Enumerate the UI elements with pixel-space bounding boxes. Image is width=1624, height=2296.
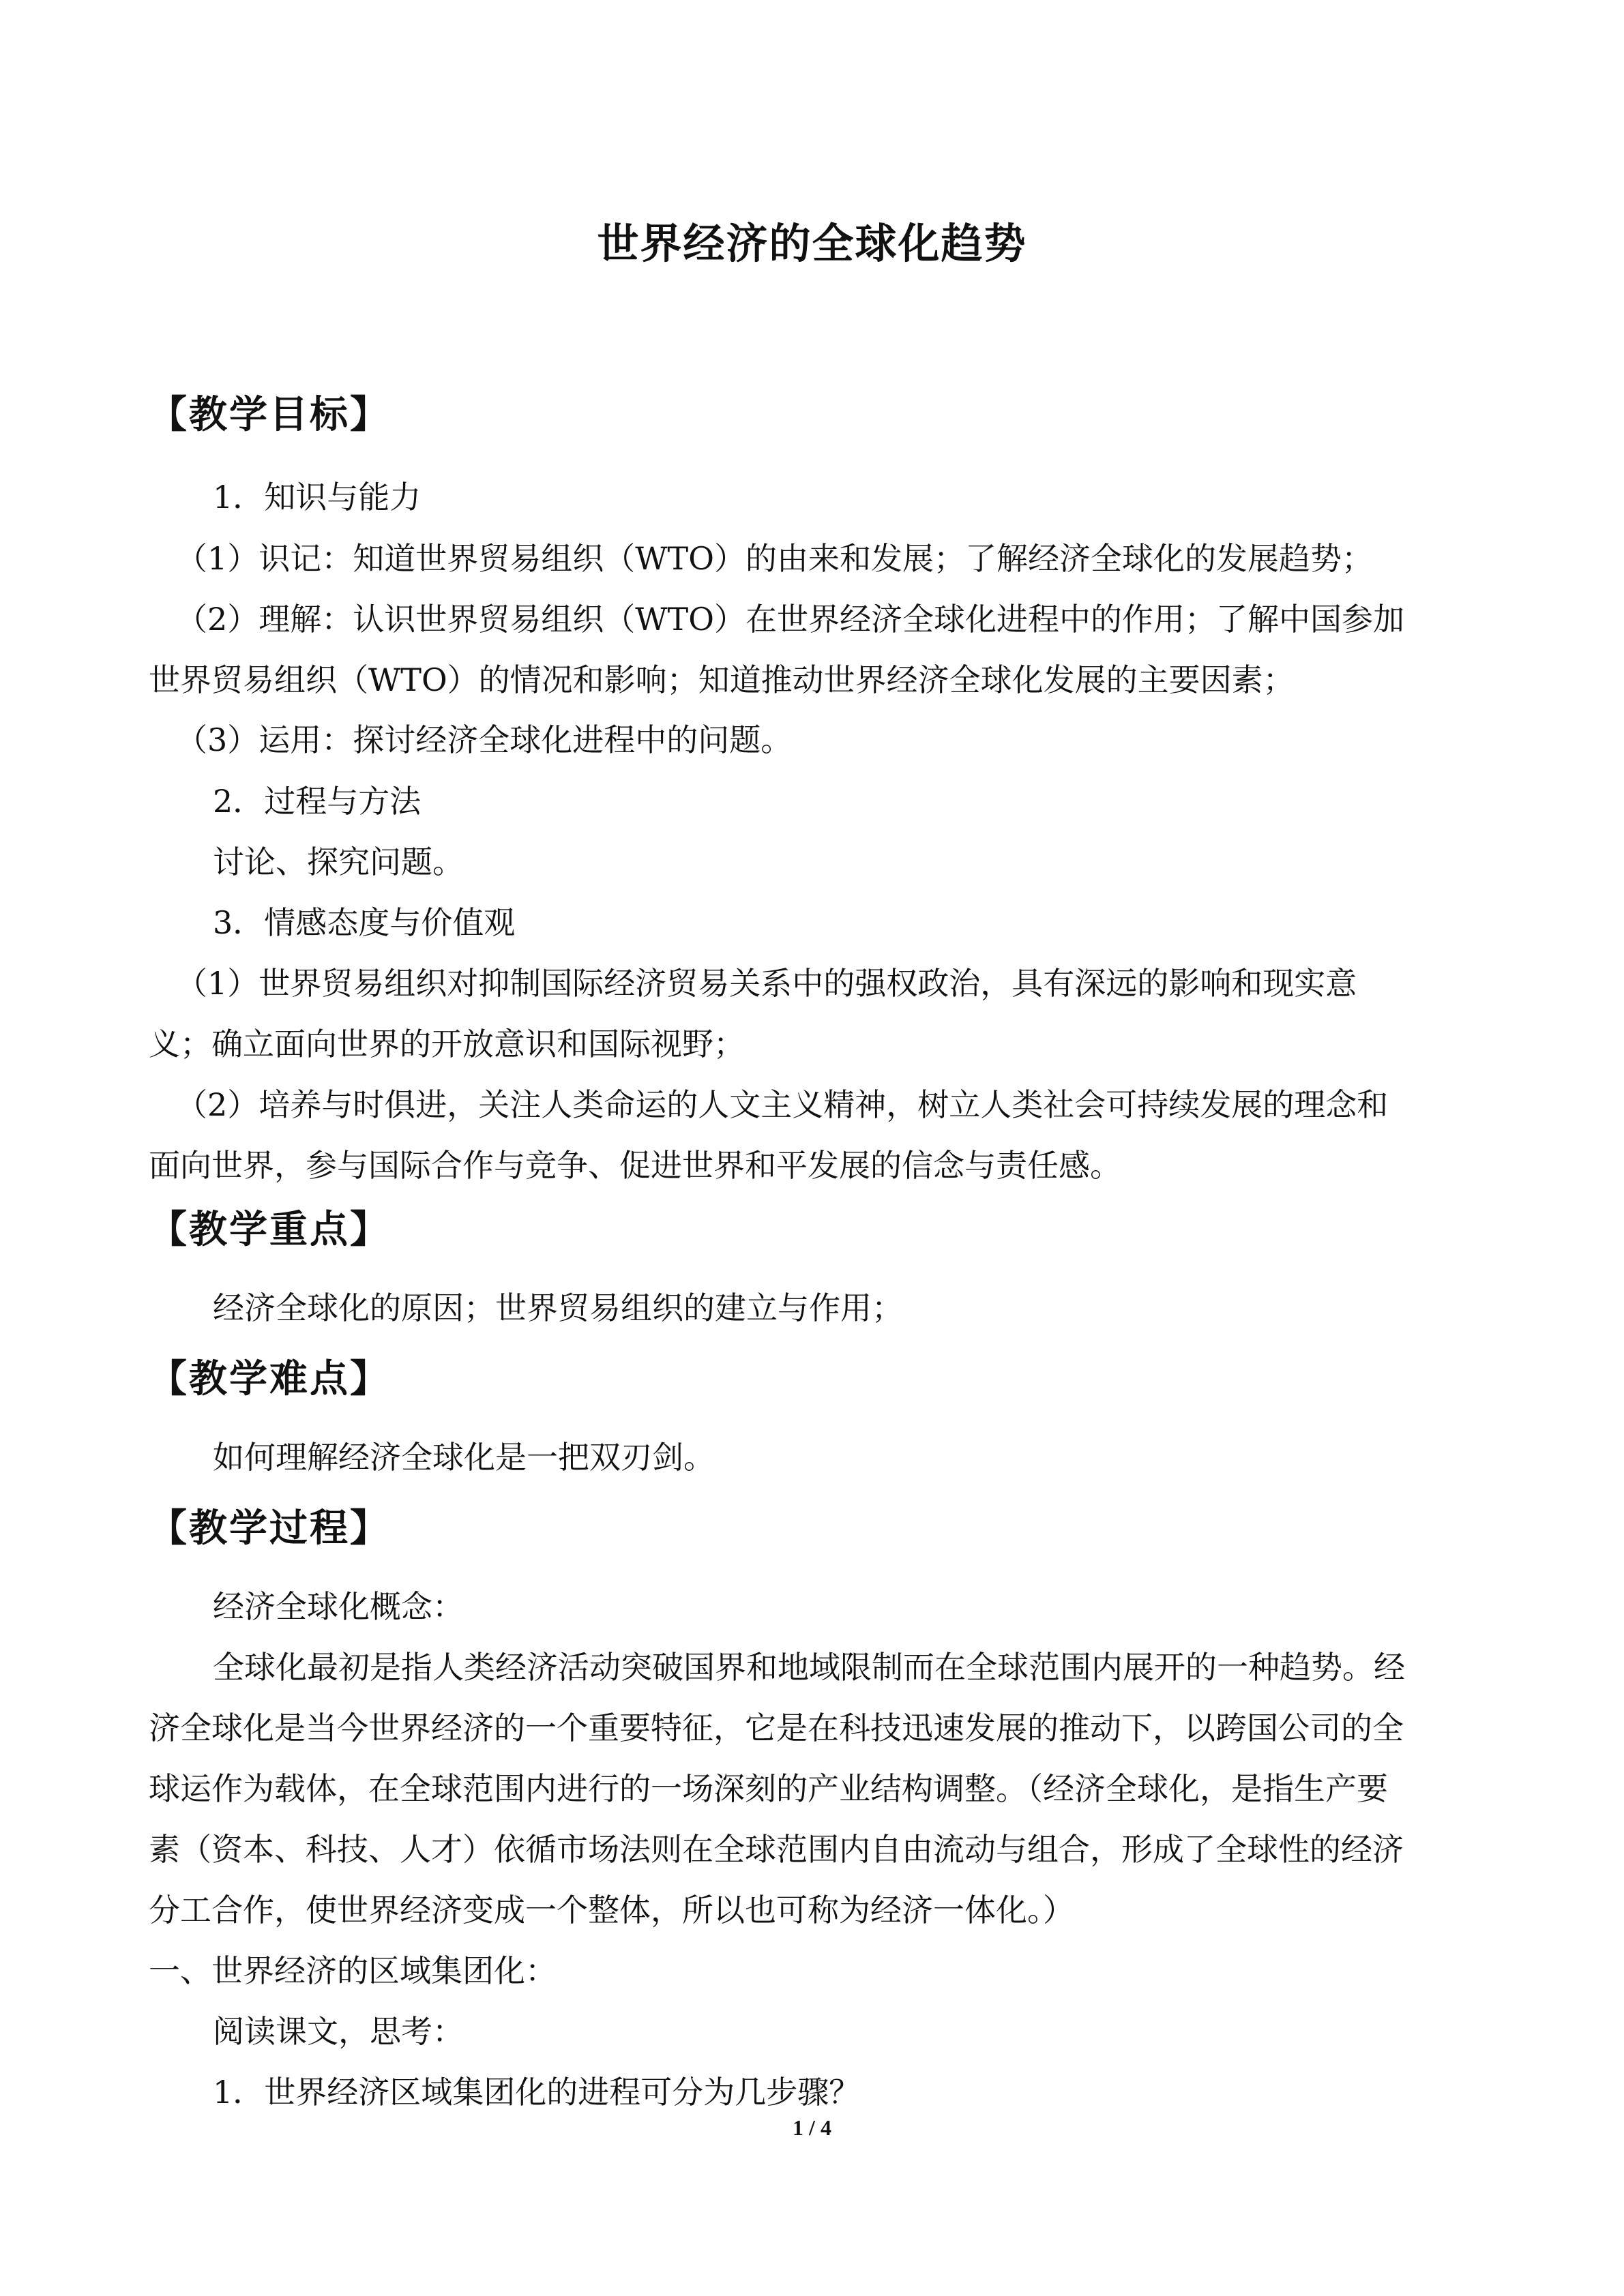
text-line: 2．过程与方法 — [213, 783, 422, 820]
heading-objectives: 【教学目标】 — [149, 393, 390, 437]
text-line: 全球化最初是指人类经济活动突破国界和地域限制而在全球范围内展开的一种趋势。经 — [213, 1649, 1405, 1686]
text-line: 面向世界，参与国际合作与竞争、促进世界和平发展的信念与责任感。 — [149, 1147, 1121, 1184]
text-line: 分工合作，使世界经济变成一个整体，所以也可称为经济一体化。） — [149, 1892, 1074, 1928]
text-line: 济全球化是当今世界经济的一个重要特征，它是在科技迅速发展的推动下，以跨国公司的全 — [149, 1710, 1404, 1746]
text-line: 素（资本、科技、人才）依循市场法则在全球范围内自由流动与组合，形成了全球性的经济 — [149, 1831, 1404, 1868]
text-line: 如何理解经济全球化是一把双刃剑。 — [213, 1439, 715, 1476]
text-line: 球运作为载体，在全球范围内进行的一场深刻的产业结构调整。（经济全球化，是指生产要 — [149, 1770, 1388, 1807]
text-line: （1）识记：知道世界贸易组织（WTO）的由来和发展；了解经济全球化的发展趋势； — [176, 540, 1373, 577]
page-number: 1 / 4 — [793, 2115, 831, 2140]
text-line: 世界贸易组织（WTO）的情况和影响；知道推动世界经济全球化发展的主要因素； — [149, 661, 1295, 698]
text-line: （2）理解：认识世界贸易组织（WTO）在世界经济全球化进程中的作用；了解中国参加 — [176, 601, 1404, 638]
text-line: （2）培养与时俱进，关注人类命运的人文主义精神，树立人类社会可持续发展的理念和 — [176, 1086, 1389, 1123]
heading-difficulties: 【教学难点】 — [149, 1357, 390, 1401]
text-line: 1．世界经济区域集团化的进程可分为几步骤？ — [213, 2074, 861, 2111]
text-line: 经济全球化的原因；世界贸易组织的建立与作用； — [213, 1289, 903, 1326]
text-line: 阅读课文，思考： — [213, 2013, 464, 2050]
text-line: 经济全球化概念： — [213, 1588, 464, 1625]
text-line: （1）世界贸易组织对抑制国际经济贸易关系中的强权政治，具有深远的影响和现实意 — [176, 965, 1357, 1002]
text-line: 一、世界经济的区域集团化： — [149, 1952, 557, 1989]
text-line: 义；确立面向世界的开放意识和国际视野； — [149, 1026, 745, 1062]
text-line: （3）运用：探讨经济全球化进程中的问题。 — [176, 721, 793, 758]
text-line: 讨论、探究问题。 — [213, 844, 464, 880]
text-line: 1．知识与能力 — [213, 479, 422, 516]
page-title: 世界经济的全球化趋势 — [597, 220, 1027, 268]
heading-process: 【教学过程】 — [149, 1506, 390, 1551]
text-line: 3．情感态度与价值观 — [213, 904, 516, 941]
heading-key-points: 【教学重点】 — [149, 1208, 390, 1252]
